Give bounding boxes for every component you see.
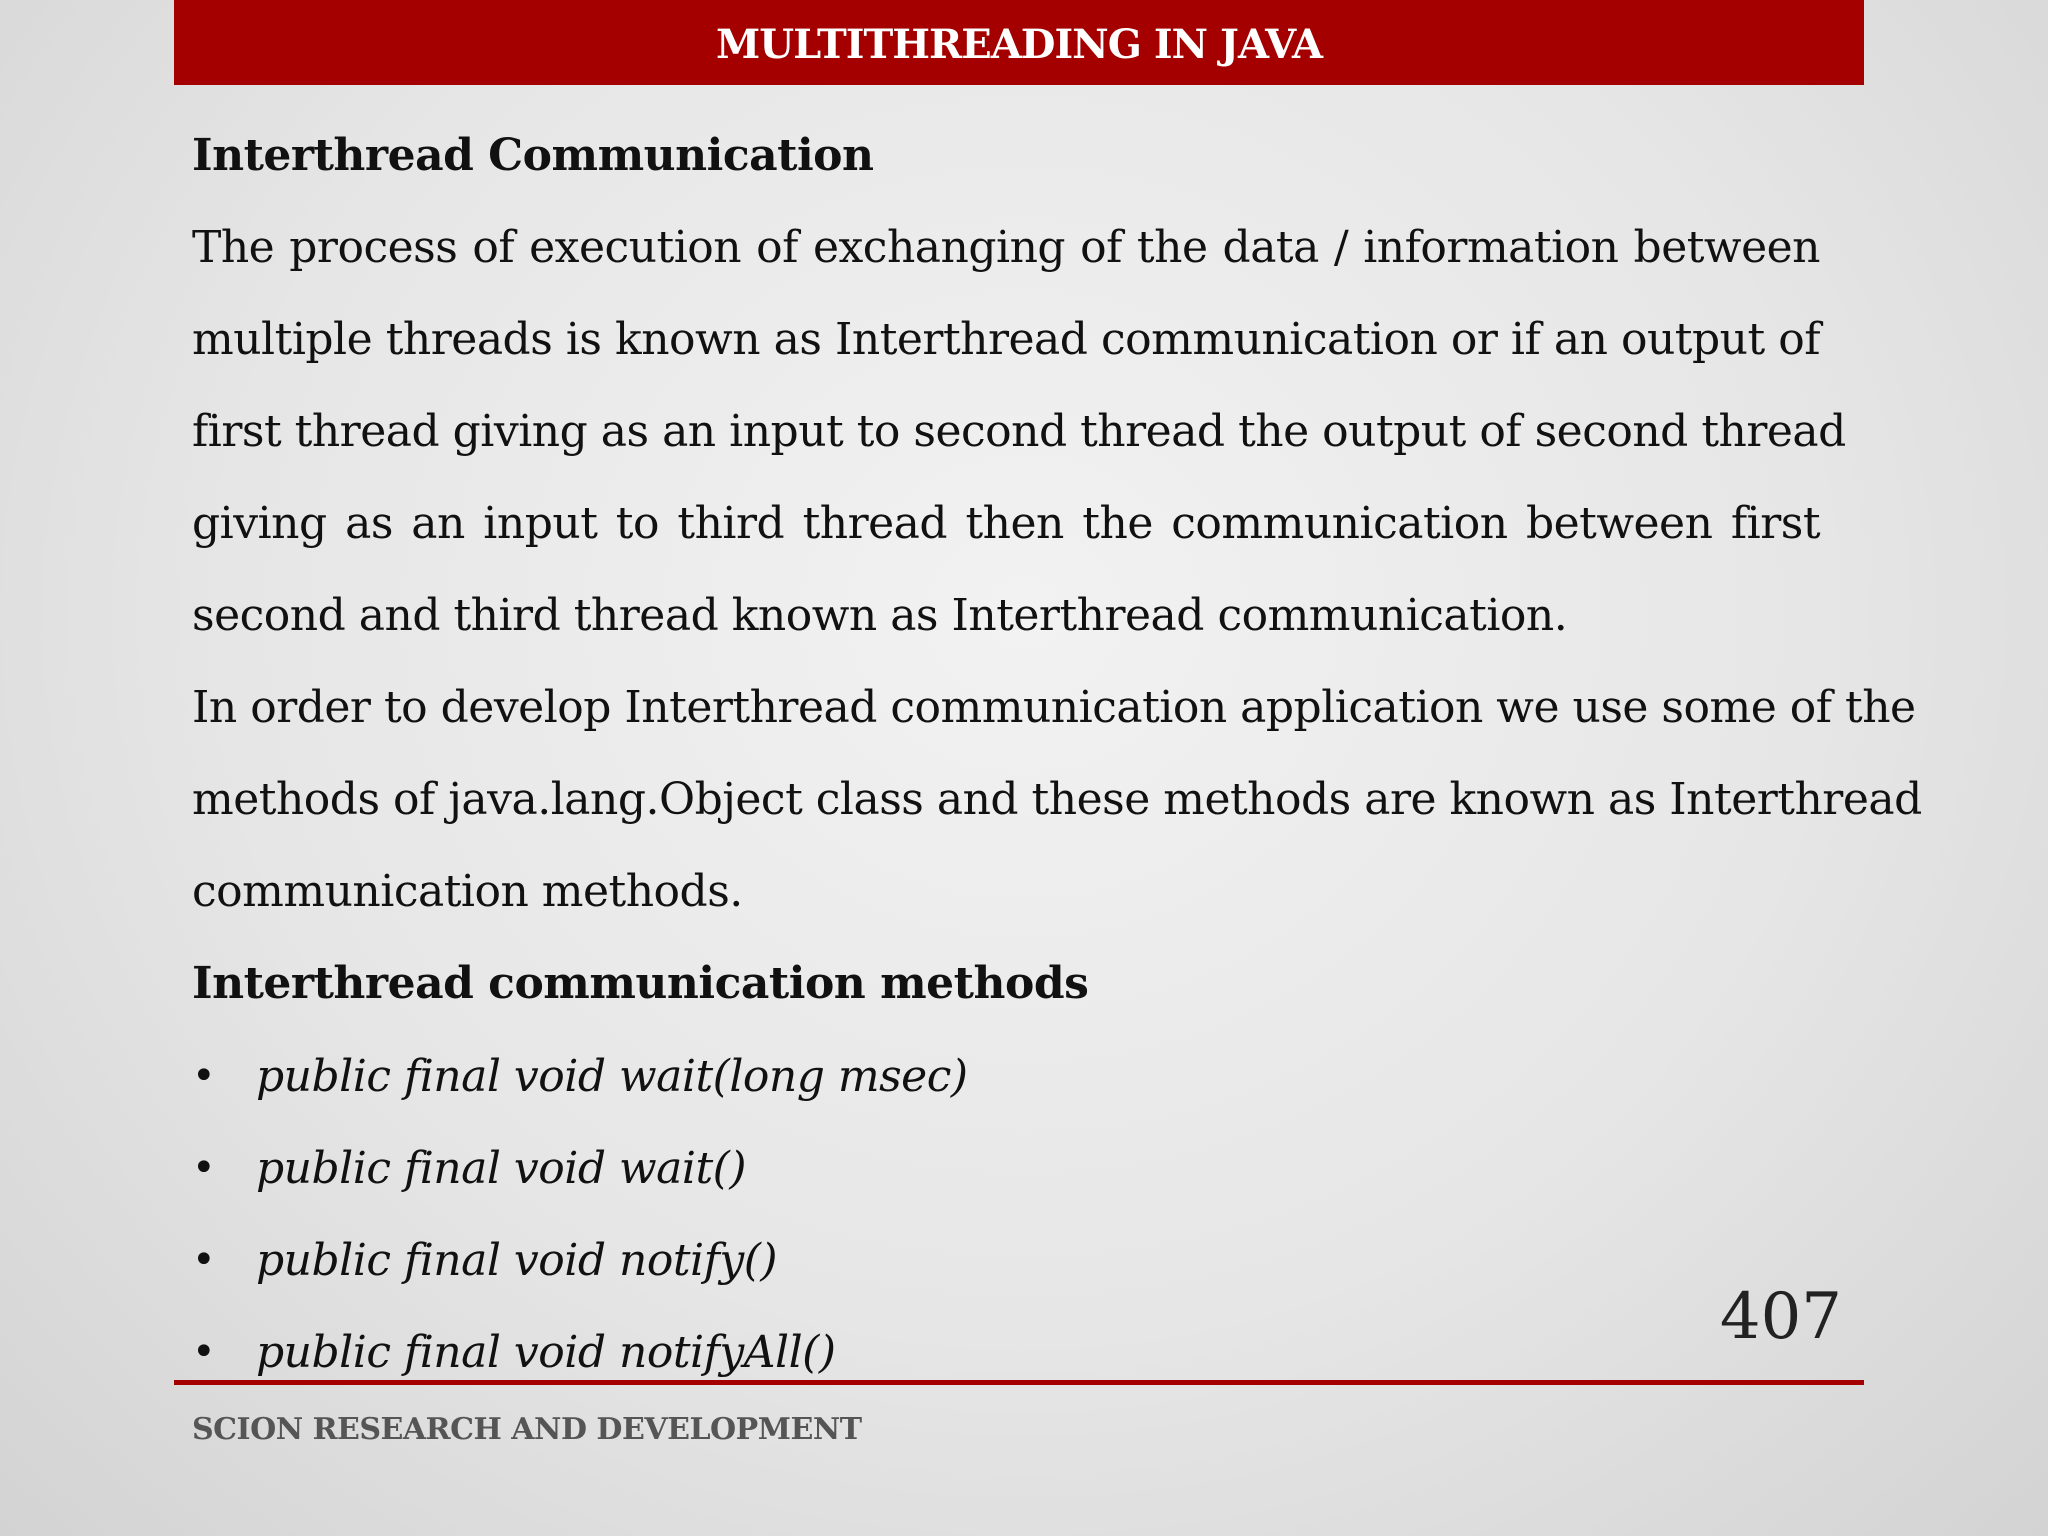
bullet-icon: • [192, 1053, 216, 1099]
paragraph-methods-intro [192, 662, 1922, 938]
slide-title: MULTITHREADING IN JAVA [715, 21, 1323, 68]
footer-divider [174, 1380, 1864, 1385]
list-item [192, 1030, 1842, 1122]
paragraph-line: In order to develop Interthread communication application we use some of the [192, 682, 1916, 733]
method-signature: public final void notifyAll() [256, 1326, 836, 1378]
paragraph-line: The process of execution of exchanging of the data / information between [192, 222, 1820, 273]
bullet-icon: • [192, 1329, 216, 1375]
method-signature: public final void wait() [256, 1142, 746, 1194]
bullet-icon: • [192, 1237, 216, 1283]
section-heading: Interthread Communication [192, 130, 874, 181]
list-item [192, 1214, 1842, 1306]
page-number: 407 [1719, 1280, 1842, 1354]
paragraph-line: second and third thread known as Interthread communication. [192, 590, 1568, 641]
paragraph-line: communication methods. [192, 866, 743, 917]
paragraph-line: first thread giving as an input to second thread the output of second thread [192, 406, 1846, 457]
methods-list [192, 1030, 1842, 1398]
title-bar [174, 0, 1864, 85]
paragraph-line: multiple threads is known as Interthread communication or if an output of [192, 314, 1820, 365]
list-item [192, 1122, 1842, 1214]
paragraph-line: methods of java.lang.Object class and these methods are known as Interthread [192, 774, 1922, 825]
slide-content [192, 110, 1922, 1398]
methods-heading: Interthread communication methods [192, 958, 1089, 1009]
method-signature: public final void notify() [256, 1234, 778, 1286]
bullet-icon: • [192, 1145, 216, 1191]
paragraph-line: giving as an input to third thread then the communication between first [192, 498, 1820, 549]
footer-organization: SCION RESEARCH AND DEVELOPMENT [192, 1412, 862, 1447]
paragraph-definition [192, 202, 1846, 662]
method-signature: public final void wait(long msec) [256, 1050, 968, 1102]
